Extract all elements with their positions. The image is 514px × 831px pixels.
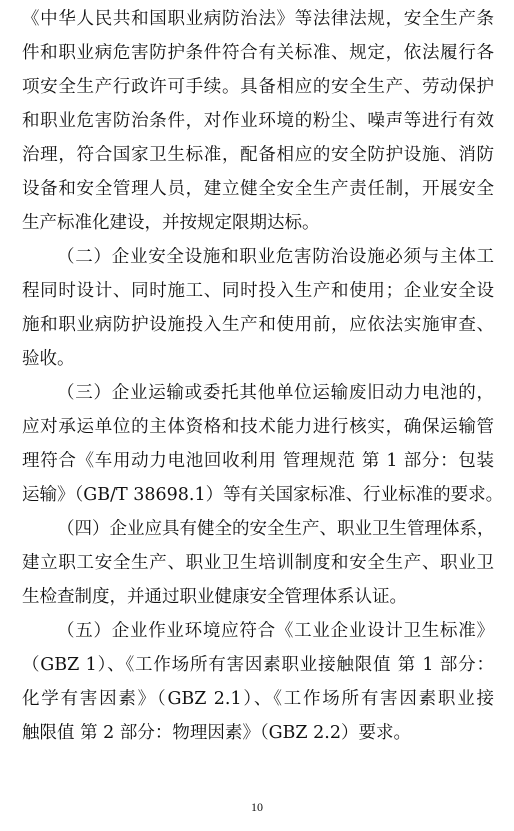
paragraph-continuation: [22, 2, 494, 240]
text-line: （GBZ 1）、《工作场所有害因素职业接触限值 第 1 部分：: [22, 655, 494, 675]
document-page: [22, 2, 504, 750]
text-line: （五）企业作业环境应符合《工业企业设计卫生标准》: [57, 621, 494, 641]
paragraph-item-4: [22, 512, 494, 614]
text-line: 生产标准化建设，并按规定限期达标。: [22, 213, 320, 233]
text-line: 施和职业病防护设施投入生产和使用前，应依法实施审查、: [22, 315, 494, 335]
text-line: （二）企业安全设施和职业危害防治设施必须与主体工: [57, 247, 494, 267]
text-line: （四）企业应具有健全的安全生产、职业卫生管理体系，: [57, 519, 495, 539]
text-line: 项安全生产行政许可手续。具备相应的安全生产、劳动保护: [22, 77, 494, 97]
text-line: 运输》（GB/T 38698.1）等有关国家标准、行业标准的要求。: [22, 485, 504, 505]
text-line: 生检查制度，并通过职业健康安全管理体系认证。: [22, 587, 407, 607]
text-line: 程同时设计、同时施工、同时投入生产和使用；企业安全设: [22, 281, 494, 301]
page-number: 10: [251, 800, 263, 814]
text-line: 建立职工安全生产、职业卫生培训制度和安全生产、职业卫: [22, 553, 494, 573]
text-line: 设备和安全管理人员，建立健全安全生产责任制，开展安全: [22, 179, 494, 199]
text-line: 《中华人民共和国职业病防治法》等法律法规，安全生产条: [22, 9, 494, 29]
text-line: 理符合《车用动力电池回收利用 管理规范 第 1 部分：包装: [22, 451, 494, 471]
text-line: 件和职业病危害防护条件符合有关标准、规定，依法履行各: [22, 43, 494, 63]
text-line: 应对承运单位的主体资格和技术能力进行核实，确保运输管: [22, 417, 494, 437]
paragraph-item-2: [22, 240, 494, 376]
text-line: 验收。: [22, 349, 75, 369]
text-line: 治理，符合国家卫生标准，配备相应的安全防护设施、消防: [22, 145, 494, 165]
text-line: （三）企业运输或委托其他单位运输废旧动力电池的，: [57, 383, 494, 403]
text-line: 触限值 第 2 部分：物理因素》（GBZ 2.2）要求。: [22, 723, 411, 743]
paragraph-item-5: [22, 614, 494, 750]
text-line: 化学有害因素》（GBZ 2.1）、《工作场所有害因素职业接: [22, 689, 494, 709]
paragraph-item-3: [22, 376, 504, 512]
text-line: 和职业危害防治条件，对作业环境的粉尘、噪声等进行有效: [22, 111, 494, 131]
